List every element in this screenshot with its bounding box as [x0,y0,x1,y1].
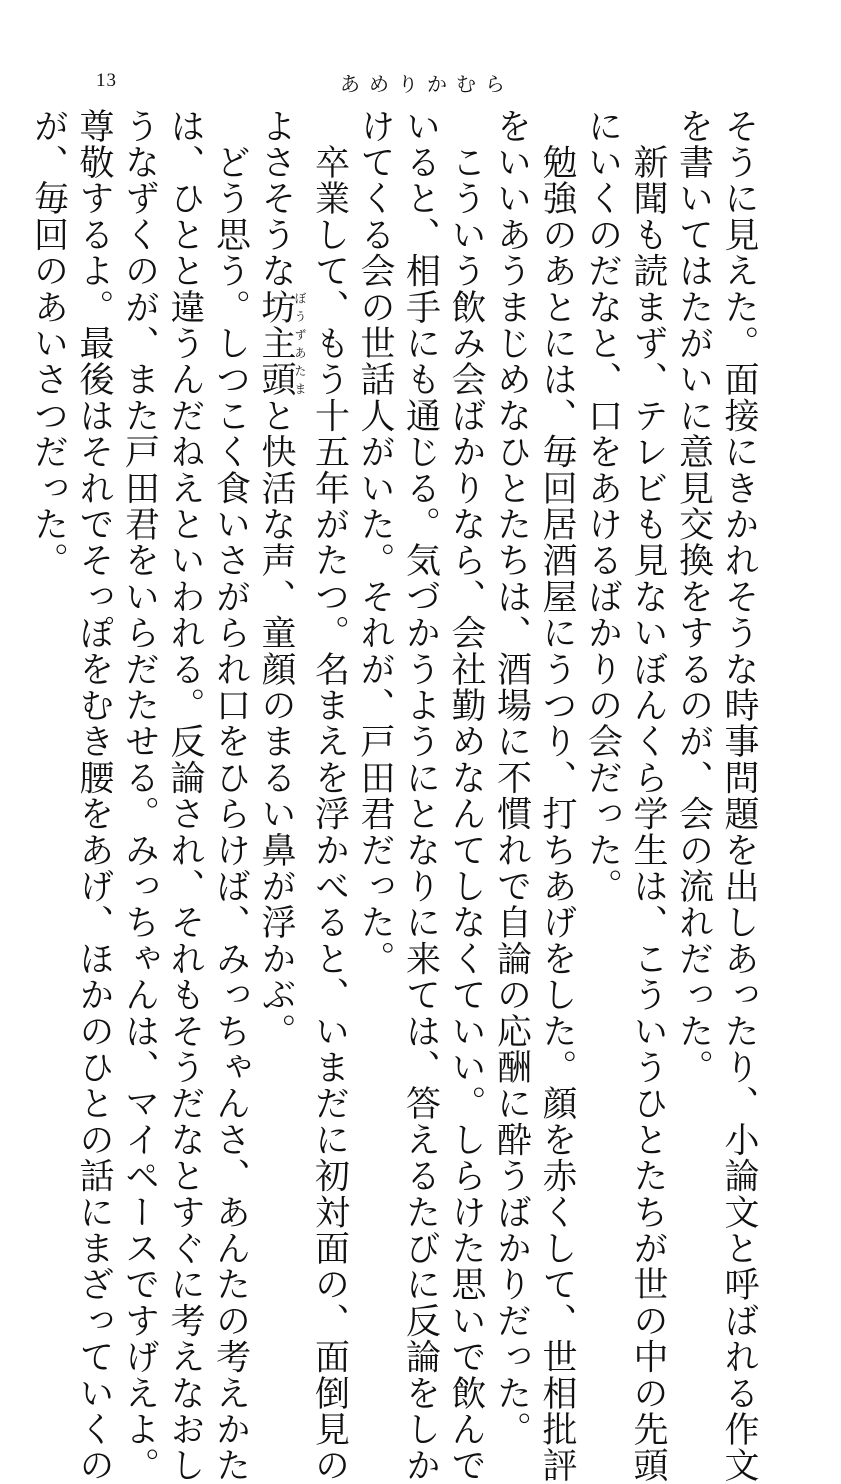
text-line: どう思う。しつこく食いさがられ口をひらけば、みっちゃんさ、あんたの考えかた [210,108,251,1484]
text-line: 尊敬するよ。最後はそれでそっぽをむき腰をあげ、ほかのひとの話にまざっていくの [74,108,114,1484]
text-line: にいくのだなと、口をあけるばかりの会だった。 [582,108,623,905]
text-line: は、ひとと違うんだねえといわれる。反論され、それもそうだなとすぐに考えなおし [165,108,205,1484]
ruby-base: 坊主頭 [256,289,296,398]
text-line: をいいあうまじめなひとたちは、酒場に不慣れで自論の応酬に酔うばかりだった。 [491,108,532,1448]
ruby-reading: ぼうずあたま [293,289,307,398]
text-line: が、毎回のあいさつだった。 [28,108,69,579]
ruby-annotation [256,289,307,398]
text-line: いると、相手にも通じる。気づかうようにとなりに来ては、答えるたびに反論をしか [400,108,441,1484]
text-line: こういう飲み会ばかりなら、会社勤めなんてしなくていい。しらけた思いで飲んで [446,108,486,1484]
text-line: そうに見えた。面接にきかれそうな時事問題を出しあったり、小論文と呼ばれる作文 [719,108,759,1484]
body-text [25,108,761,1484]
page-number: 13 [96,70,117,91]
text-line: よさそうな坊主頭ぼうずあたまと快活な声、童顔のまるい鼻が浮かぶ。 [256,108,307,1050]
text-line: を書いてはたがいに意見交換をするのが、会の流れだった。 [673,108,714,1086]
text-line: 卒業して、もう十五年がたつ。名まえを浮かべると、いまだに初対面の、面倒見の [309,108,350,1484]
text-line: うなずくのが、また戸田君をいらだたせる。みっちゃんは、マイペースですげえよ。 [119,108,160,1484]
text-line: 勉強のあとには、毎回居酒屋にうつり、打ちあげをした。顔を赤くして、世相批評 [537,108,577,1484]
text-line: 新聞も読まず、テレビも見ないぼんくら学生は、こういうひとたちが世の中の先頭 [628,108,668,1484]
running-title: あめりかむら [340,72,514,96]
text-line: けてくる会の世話人がいた。それが、戸田君だった。 [355,108,395,977]
